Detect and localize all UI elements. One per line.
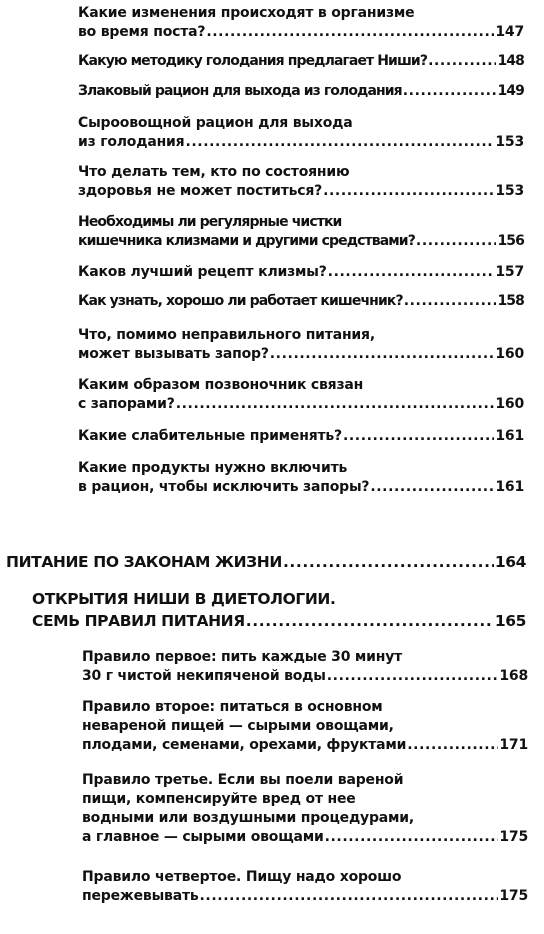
toc-page-number: 161 bbox=[495, 479, 524, 495]
leader-dots bbox=[323, 182, 494, 201]
toc-entry[interactable] bbox=[78, 427, 524, 446]
leader-dots bbox=[327, 667, 499, 686]
toc-section-heading[interactable] bbox=[6, 552, 526, 572]
toc-entry[interactable] bbox=[78, 4, 524, 42]
toc-page-number: 175 bbox=[499, 888, 528, 904]
toc-section-title: ПИТАНИЕ ПО ЗАКОНАМ ЖИЗНИ bbox=[6, 553, 282, 571]
toc-subsection-title: СЕМЬ ПРАВИЛ ПИТАНИЯ bbox=[32, 612, 245, 630]
toc-entry-text: Каким образом позвоночник связан bbox=[78, 377, 364, 393]
toc-entry-text: Каков лучший рецепт клизмы? bbox=[78, 264, 327, 280]
toc-entry[interactable] bbox=[78, 82, 524, 101]
toc-entry-text: Правило третье. Если вы поели вареной bbox=[82, 772, 404, 788]
toc-page-number: 160 bbox=[495, 396, 524, 412]
toc-page-number: 157 bbox=[495, 264, 524, 280]
leader-dots bbox=[246, 610, 494, 632]
leader-dots bbox=[370, 478, 494, 497]
toc-entry-text: Какие продукты нужно включить bbox=[78, 460, 348, 476]
toc-entry-text: а главное — сырыми овощами bbox=[82, 829, 324, 845]
toc-entry[interactable] bbox=[78, 376, 524, 414]
toc-page-number: 153 bbox=[495, 134, 524, 150]
toc-entry-text: Правило четвертое. Пищу надо хорошо bbox=[82, 869, 402, 885]
toc-page-number: 164 bbox=[494, 553, 526, 571]
toc-entry-text: Правило первое: пить каждые 30 минут bbox=[82, 649, 403, 665]
toc-entry-text: Правило второе: питаться в основном bbox=[82, 699, 383, 715]
toc-entry-text: Необходимы ли регулярные чистки bbox=[78, 214, 342, 230]
toc-page-number: 156 bbox=[497, 233, 524, 249]
toc-entry-text: Как узнать, хорошо ли работает кишечник? bbox=[78, 293, 403, 309]
toc-entry[interactable] bbox=[78, 326, 524, 364]
toc-entry-text: Какие слабительные применять? bbox=[78, 428, 342, 444]
toc-entry-text: Что, помимо неправильного питания, bbox=[78, 327, 375, 343]
leader-dots bbox=[200, 887, 499, 906]
toc-entry-text: в рацион, чтобы исключить запоры? bbox=[78, 479, 370, 495]
leader-dots bbox=[403, 82, 497, 101]
leader-dots bbox=[328, 263, 495, 282]
toc-page-number: 158 bbox=[497, 293, 524, 309]
toc-page-number: 175 bbox=[499, 829, 528, 845]
toc-entry-text: Что делать тем, кто по состоянию bbox=[78, 164, 350, 180]
toc-entry-text: с запорами? bbox=[78, 396, 175, 412]
toc-page-number: 160 bbox=[495, 346, 524, 362]
toc-entry[interactable] bbox=[78, 114, 524, 152]
leader-dots bbox=[270, 345, 495, 364]
leader-dots bbox=[407, 736, 498, 755]
toc-entry-line bbox=[78, 4, 524, 23]
leader-dots bbox=[343, 427, 494, 446]
toc-entry-text: Злаковый рацион для выхода из голодания bbox=[78, 83, 402, 99]
toc-entry-text: из голодания bbox=[78, 134, 185, 150]
toc-page-number: 147 bbox=[495, 24, 524, 40]
toc-page-number: 153 bbox=[495, 183, 524, 199]
toc-subsection-heading[interactable] bbox=[32, 588, 526, 632]
toc-entry[interactable] bbox=[78, 213, 524, 251]
toc-rule-entry[interactable] bbox=[82, 648, 528, 686]
toc-page-number: 148 bbox=[497, 53, 524, 69]
toc-entry[interactable] bbox=[78, 263, 524, 282]
toc-entry-text: пережевывать bbox=[82, 888, 199, 904]
leader-dots bbox=[416, 232, 497, 251]
toc-rule-entry[interactable] bbox=[82, 868, 528, 906]
toc-page-number: 161 bbox=[495, 428, 524, 444]
toc-rule-entry[interactable] bbox=[82, 771, 528, 847]
leader-dots bbox=[404, 292, 497, 311]
toc-rule-entry[interactable] bbox=[82, 698, 528, 755]
toc-subsection-title: ОТКРЫТИЯ НИШИ В ДИЕТОЛОГИИ. bbox=[32, 590, 336, 608]
toc-entry-text: водными или воздушными процедурами, bbox=[82, 810, 415, 826]
toc-entry-text: может вызывать запор? bbox=[78, 346, 269, 362]
toc-entry[interactable] bbox=[78, 163, 524, 201]
toc-entry[interactable] bbox=[78, 292, 524, 311]
toc-page-number: 168 bbox=[499, 668, 528, 684]
leader-dots bbox=[206, 23, 494, 42]
toc-entry-text: Сыроовощной рацион для выхода bbox=[78, 115, 353, 131]
leader-dots bbox=[428, 52, 496, 71]
toc-entry-text: кишечника клизмами и другими средствами? bbox=[78, 233, 415, 249]
toc-entry-text: во время поста? bbox=[78, 24, 206, 40]
leader-dots bbox=[325, 828, 499, 847]
toc-entry-text: плодами, семенами, орехами, фруктами bbox=[82, 737, 407, 753]
leader-dots bbox=[176, 395, 495, 414]
toc-entry-text: Какую методику голодания предлагает Ниши? bbox=[78, 53, 428, 69]
toc-entry-text: невареной пищей — сырыми овощами, bbox=[82, 718, 394, 734]
toc-entry-text: Какие изменения происходят в организме bbox=[78, 5, 415, 21]
toc-entry[interactable] bbox=[78, 459, 524, 497]
toc-page-number: 149 bbox=[497, 83, 524, 99]
toc-entry-text: здоровья не может поститься? bbox=[78, 183, 323, 199]
toc-page-number: 171 bbox=[499, 737, 528, 753]
leader-dots bbox=[283, 552, 494, 572]
toc-page-number: 165 bbox=[494, 612, 526, 630]
leader-dots bbox=[185, 133, 494, 152]
toc-entry-text: пищи, компенсируйте вред от нее bbox=[82, 791, 356, 807]
toc-entry-text: 30 г чистой некипяченой воды bbox=[82, 668, 326, 684]
toc-entry[interactable] bbox=[78, 52, 524, 71]
